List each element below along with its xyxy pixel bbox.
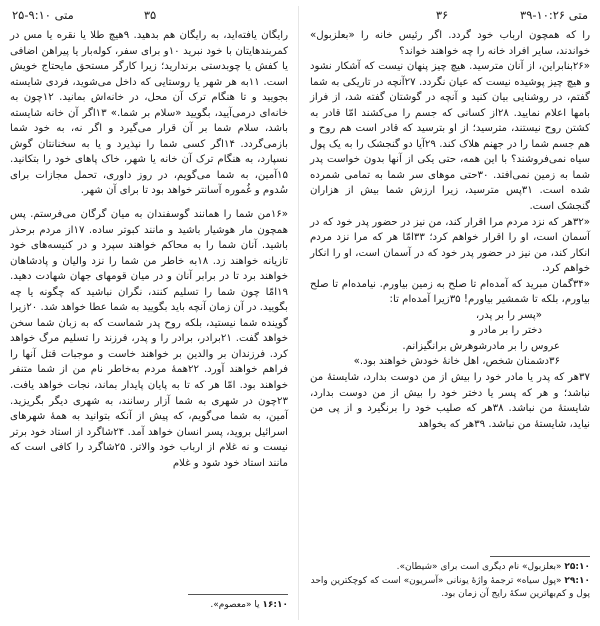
right-page [310,0,590,626]
footnote-divider [490,556,590,557]
footnote-reference: ۲۹:۱۰ [564,575,590,586]
right-footnote-2 [310,575,590,602]
left-page-number: ۳۵ [143,8,157,22]
poem-line-4: ۳۶دشمنان شخص، اهل خانهٔ خودش خواهند بود.» [353,356,560,368]
left-footnotes [10,586,288,613]
right-paragraph-4: «۳۴گمان مبرید که آمده‌ام تا صلح به زمین بیاورم. نیامده‌ام تا صلح بیاورم، بلکه تا شمشیر بیاورم! ۳۵زیرا آمده‌ام تا: [310,278,590,306]
right-paragraph-1: را که همچون ارباب خود گردد. اگر رئیس خانه را «بعلزبول» خواندند، سایر افراد خانه را چه خواهند خواند؟ [310,30,590,57]
right-page-header [310,6,590,28]
footnote-reference: ۱۶:۱۰ [262,600,288,610]
footnote-reference: ۲۵:۱۰ [564,562,590,572]
page-gutter [298,6,299,620]
right-paragraph-5: ۳۷هر که پدر یا مادر خود را بیش از من دوست بدارد، شایستهٔ من نباشد؛ و هر که پسر یا دختر خود را بیش از من دوست بدارد، شایستهٔ من نباشد. ۳۸هر که صلیب خود را برنگیرد و از پی من نیاید، شایستهٔ من نباشد. ۳۹هر که بخواهد [310,372,590,430]
right-header-reference: متی ۱۰:۲۶-۳۹ [520,8,588,22]
left-page [10,0,288,626]
left-page-body [10,28,288,471]
poem-block [310,308,590,370]
right-paragraph-3: «۳۲هر که نزد مردم مرا اقرار کند، من نیز در حضور پدر خود که در آسمان است، او را اقرار خواهم کرد؛ ۳۳امّا هر که مرا نزد مردم انکار کند، من نیز در حضور پدر خود که در آسمان است، او را انکار خواهم کرد. [310,216,591,275]
right-footnotes [310,548,590,602]
right-page-number: ۳۶ [435,8,449,22]
footnote-text: «پول سیاه» ترجمهٔ واژهٔ یونانی «آسریون» است که کوچکترین واحد پول و کم‌بهاترین سکهٔ رایج آن زمان بود. [310,575,590,599]
footnote-divider [188,594,288,595]
left-paragraph-2: «۱۶من شما را همانند گوسفندان به میان گرگان می‌فرستم. پس همچون مار هوشیار باشید و مانند کبوتر ساده. ۱۷از مردم برحذر باشید. آنان شما را به محاکم خواهند سپرد و در کنیسه‌های خود تازیانه خواهند زد. ۱۸به خاطر من شما را نزد والیان و پادشاهان خواهند برد تا در برابر آنان و در میان قومهای جهان شهادت دهید. ۱۹امّا چون شما را تسلیم کنند، نگران نباشید که چگونه یا چه بگویید. در آن زمان آنچه باید بگویید به شما عطا خواهد شد. ۲۰زیرا گوینده شما نیستید، بلکه روح پدر شماست که به زبان شما سخن خواهد گفت. ۲۱برادر، برادر را و پدر، فرزند را تسلیم مرگ خواهد کرد. فرزندان بر والدین بر خواهند خاست و موجبات قتل آنها را فراهم خواهند آورد. ۲۲همهٔ مردم به‌خاطر نام من از شما متنفر خواهند بود. امّا هر که تا به پایان پایدار بماند، نجات خواهد یافت. ۲۳چون در شهری به شما آزار رسانند، به شهری دیگر بگریزید. آمین، به شما می‌گویم، که پیش از آنکه بتوانید به همهٔ شهرهای اسرائیل بروید، پسر انسان خواهد آمد. ۲۴شاگرد از استاد خود برتر نیست و نه غلام از ارباب خود والاتر. ۲۵شاگرد را کافی است که مانند استاد خود شود و غلام [10,209,288,469]
right-paragraph-2: «۲۶بنابراین، از آنان مترسید. هیچ چیز پنهان نیست که آشکار نشود و هیچ چیز پوشیده نیست که عیان نگردد. ۲۷آنچه در تاریکی به شما گفتم، در روشنایی بیان کنید و آنچه در گوشتان گفته شد، از فراز بامها اعلام نمایید. ۲۸از کسانی که جسم را می‌کشند امّا قادر به کشتن روح نیستند، مترسید؛ از او بترسید که قادر است هم روح و هم جسم شما را در جهنم هلاک کند. ۲۹آیا دو گنجشک را به یک پول سیاه نمی‌فروشند؟ با این همه، حتی یکی از آنها بدون خواست پدر شما به زمین نمی‌افتد. ۳۰حتی موهای سر شما به تمامی شمرده شده است. ۳۱پس مترسید، زیرا ارزش شما بیش از هزاران گنجشک است. [310,61,590,213]
left-page-header [10,6,288,28]
right-footnote-1 [310,561,590,575]
left-paragraph-1: رایگان یافته‌اید، به رایگان هم بدهید. ۹هیچ طلا یا نقره یا مس در کمربندهایتان با خود نبرید ۱۰و برای سفر، کوله‌بار یا پیراهن اضافی یا کفش یا چوبدستی برندارید؛ زیرا کارگر مستحق مایحتاج خویش است. ۱۱به هر شهر یا روستایی که داخل می‌شوید، فردی شایسته بجویید و تا هنگام ترک آن محل، در خانه‌اش بمانید. ۱۲چون به خانه‌ای درمی‌آیید، بگویید «سلام بر شما.» ۱۳اگر آن خانه شایسته باشد، سلام شما بر آن قرار می‌گیرد و اگر نه، به خود شما بازمی‌گردد. ۱۴اگر کسی شما را نپذیرد و یا به سخنانتان گوش نسپارد، به هنگام ترک آن خانه یا شهر، خاک پاهای خود را بتکانید. ۱۵آمین، به شما می‌گویم، در روز داوری، تحمل مجازات برای سُدوم و غُموره آسانتر خواهد بود تا برای آن شهر. [10,30,289,197]
left-footnote-1 [10,599,288,613]
poem-line-2: دختر را بر مادر و [470,325,542,337]
left-header-reference: متی ۹:۱۰-۲۵ [12,8,74,22]
footnote-text: یا «معصوم». [210,600,263,610]
right-page-body [310,28,590,432]
poem-line-3: عروس را بر مادرشوهرش برانگیزانم. [402,340,560,352]
poem-line-1: «پسر را بر پدر، [475,309,542,321]
footnote-text: «بعلزبول» نام دیگری است برای «شیطان». [396,562,565,572]
